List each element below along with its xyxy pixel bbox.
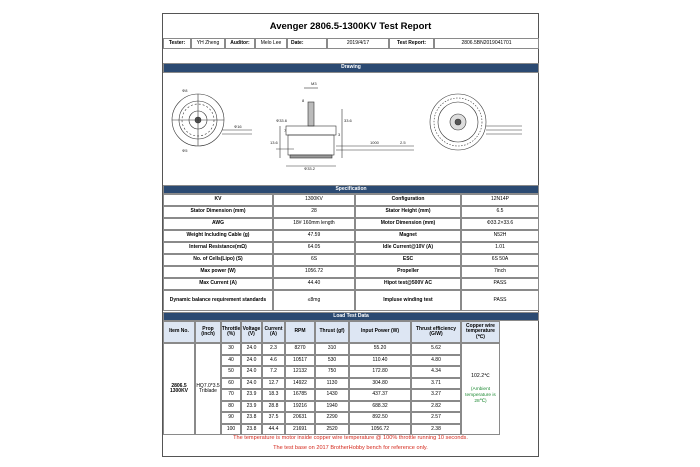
load-cell-current: 12.7 [262,378,285,390]
spec-label: Impluse winding test [355,290,461,311]
load-cell-voltage: 23.8 [241,424,262,436]
load-cell-eff: 3.27 [411,389,461,401]
load-cell-eff: 5.62 [411,343,461,355]
load-cell-thrust: 2520 [315,424,349,436]
spec-header: Specification [163,185,539,194]
spec-label: Internal Resistance(mΩ) [163,242,273,254]
spec-label: ESC [355,254,461,266]
load-cell-eff: 2.57 [411,412,461,424]
load-cell-rpm: 21691 [285,424,315,436]
load-cell-throttle: 30 [221,343,241,355]
spec-value: 1056.72 [273,266,355,278]
auditor-label: Auditor: [225,38,255,49]
load-cell-throttle: 50 [221,366,241,378]
dim-label-33-2: Φ33.2 [304,166,315,171]
load-cell-thrust: 1940 [315,401,349,413]
spec-label: Dynamic balance requirement standards [163,290,273,311]
report-no-value: 2806.5BN2019041701 [434,38,539,49]
load-cell-rpm: 10517 [285,355,315,367]
auditor-value: Melo Lee [255,38,287,49]
load-cell-current: 44.4 [262,424,285,436]
spec-value: ≤8mg [273,290,355,311]
load-cell-throttle: 90 [221,412,241,424]
load-column-header: Copper wire temperature (℃) [461,321,500,343]
load-cell-power: 1056.72 [349,424,411,436]
load-cell-current: 7.2 [262,366,285,378]
load-cell-power: 892.50 [349,412,411,424]
spec-label: Magnet [355,230,461,242]
load-cell-throttle: 80 [221,401,241,413]
dim-label-33-6b: 33.6 [344,118,352,123]
load-column-header: Voltage (V) [241,321,262,343]
spec-label: Configuration [355,194,461,206]
load-cell-voltage: 24.0 [241,378,262,390]
report-no-label: Test Report: [389,38,434,49]
load-cell-voltage: 24.0 [241,355,262,367]
load-cell-eff: 4.34 [411,366,461,378]
dim-label-m3: M3 [311,81,317,86]
load-cell-current: 18.3 [262,389,285,401]
load-cell-power: 304.80 [349,378,411,390]
spec-label: AWG [163,218,273,230]
spec-value: 7inch [461,266,539,278]
dim-label-8b: 8 [302,98,305,103]
load-cell-thrust: 750 [315,366,349,378]
prop-model: HQ7.0*3.5 Triblade [195,343,221,435]
load-cell-thrust: 530 [315,355,349,367]
load-column-header: Item No. [163,321,195,343]
load-cell-power: 55.20 [349,343,411,355]
spec-label: Propeller [355,266,461,278]
date-value: 2019/4/17 [327,38,389,49]
load-cell-thrust: 1430 [315,389,349,401]
load-cell-rpm: 8270 [285,343,315,355]
load-cell-throttle: 70 [221,389,241,401]
tester-value: YH Zheng [191,38,225,49]
dim-label-33-6: Φ33.6 [276,118,287,123]
spec-value: 1300KV [273,194,355,206]
ambient-temperature: (Ambient temperature is 28℃) [465,387,496,404]
load-column-header: Thrust efficiency (G/W) [411,321,461,343]
load-cell-voltage: 24.0 [241,366,262,378]
spec-label: Idle Current@10V (A) [355,242,461,254]
spec-value: 44.40 [273,278,355,290]
dim-label-8: Φ8 [182,88,188,93]
load-cell-throttle: 40 [221,355,241,367]
test-report [162,13,539,457]
load-cell-current: 4.6 [262,355,285,367]
load-cell-thrust: 310 [315,343,349,355]
load-cell-throttle: 60 [221,378,241,390]
dim-label-3: 3 [338,132,341,137]
load-cell-eff: 2.82 [411,401,461,413]
load-cell-voltage: 24.0 [241,343,262,355]
load-column-header: Current (A) [262,321,285,343]
load-cell-current: 28.8 [262,401,285,413]
spec-value: 1.01 [461,242,539,254]
load-cell-eff: 2.38 [411,424,461,436]
item-number: 2806.5 1300KV [163,343,195,435]
drawing-header: Drawing [163,63,539,73]
spec-value: Φ33.2×33.6 [461,218,539,230]
spec-value: 28 [273,206,355,218]
dim-label-16: Φ16 [234,124,242,129]
load-column-header: Prop (inch) [195,321,221,343]
copper-temperature-cell [461,343,500,435]
date-label: Date: [287,38,327,49]
dim-label-1000: 1000 [370,140,379,145]
load-cell-rpm: 12132 [285,366,315,378]
spec-label: Stator Height (mm) [355,206,461,218]
spec-value: 6S [273,254,355,266]
spec-label: Motor Dimension (mm) [355,218,461,230]
load-cell-rpm: 14922 [285,378,315,390]
spec-label: No. of Cells(Lipo) (S) [163,254,273,266]
dim-label-5: Φ5 [182,148,188,153]
spec-label: Max power (W) [163,266,273,278]
load-cell-eff: 4.80 [411,355,461,367]
spec-label: Weight Including Cable (g) [163,230,273,242]
dim-label-13-6: 13.6 [270,140,278,145]
load-column-header: Thrust (gf) [315,321,349,343]
load-cell-power: 437.37 [349,389,411,401]
note-reference: The test base on 2017 BrotherHobby bench for reference only. [273,445,428,451]
load-cell-rpm: 16785 [285,389,315,401]
load-cell-thrust: 1130 [315,378,349,390]
load-cell-power: 110.40 [349,355,411,367]
load-header: Load Test Data [163,312,539,321]
spec-value: 18# 160mm length [273,218,355,230]
spec-value: 6S 50A [461,254,539,266]
spec-label: Max Current (A) [163,278,273,290]
spec-label: KV [163,194,273,206]
note-temperature: The temperature is motor inside copper wire temperature @ 100% throttle running 10 seconds. [233,435,468,441]
dim-label-2-5: 2.5 [400,140,406,145]
load-cell-thrust: 2290 [315,412,349,424]
load-column-header: RPM [285,321,315,343]
spec-value: 6.5 [461,206,539,218]
load-cell-power: 688.32 [349,401,411,413]
load-cell-rpm: 20631 [285,412,315,424]
dim-label-7: 7 [284,128,287,133]
load-cell-eff: 3.71 [411,378,461,390]
motor-rear-view [430,94,522,150]
load-cell-voltage: 23.8 [241,412,262,424]
temperature-value: 102.2℃ [471,372,490,379]
load-cell-rpm: 19216 [285,401,315,413]
spec-value: 47.59 [273,230,355,242]
load-cell-throttle: 100 [221,424,241,436]
load-cell-current: 37.5 [262,412,285,424]
tester-label: Tester: [163,38,191,49]
load-cell-power: 172.80 [349,366,411,378]
motor-drawing [164,74,539,182]
load-column-header: Throttle (%) [221,321,241,343]
load-column-header: Input Power (W) [349,321,411,343]
motor-side-view [172,94,252,146]
spec-value: 12N14P [461,194,539,206]
load-cell-current: 2.3 [262,343,285,355]
spec-value: PASS [461,278,539,290]
report-title: Avenger 2806.5-1300KV Test Report [269,20,432,32]
load-cell-voltage: 23.9 [241,389,262,401]
load-cell-voltage: 23.9 [241,401,262,413]
spec-value: 64.05 [273,242,355,254]
spec-label: Hipot test@500V AC [355,278,461,290]
spec-value: N52H [461,230,539,242]
motor-profile-view [276,88,414,166]
spec-value: PASS [461,290,539,311]
spec-label: Stator Dimension (mm) [163,206,273,218]
